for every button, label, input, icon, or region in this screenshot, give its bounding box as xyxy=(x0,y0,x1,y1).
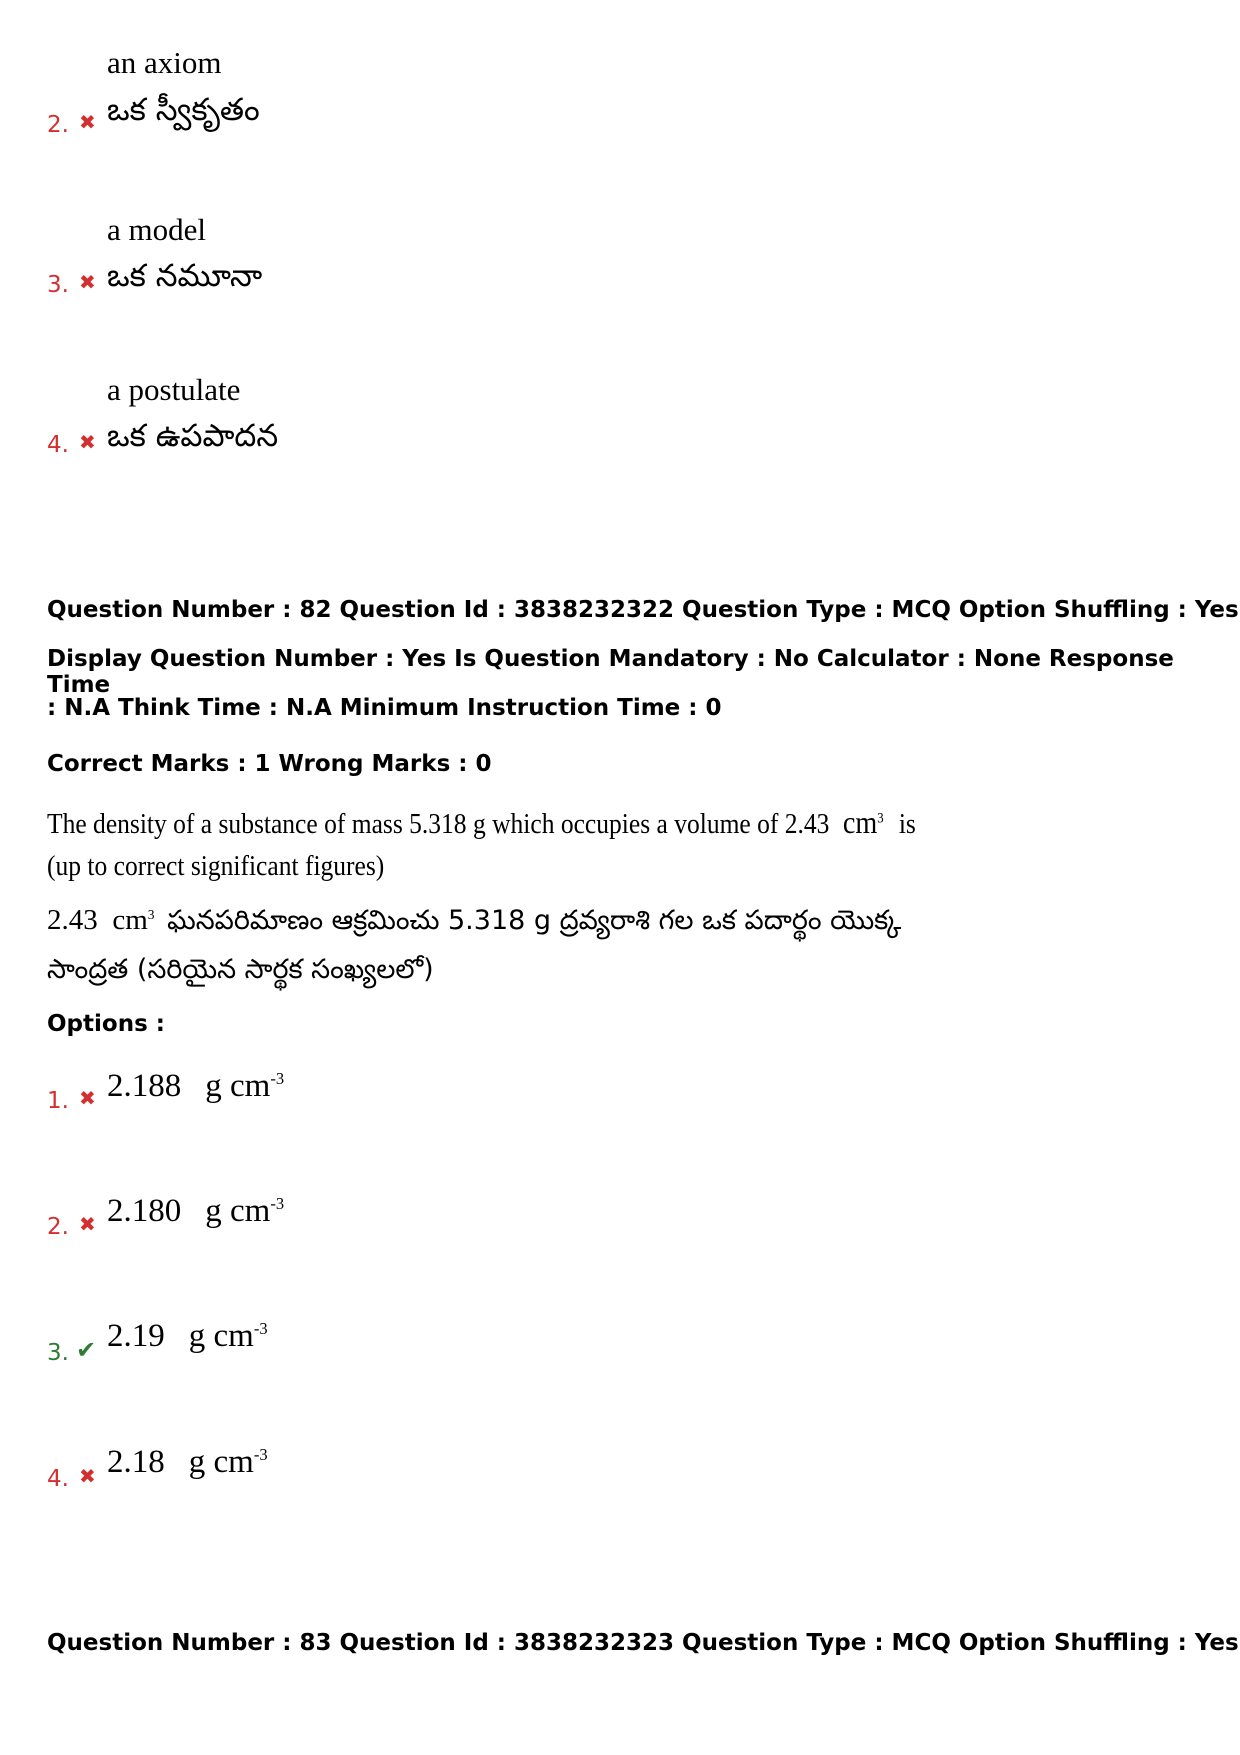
option-4-value: 2.18 g $cm^{-3}$ xyxy=(107,1444,268,1480)
prev-option-4-number: 4. xyxy=(47,432,69,458)
prev-option-2-telugu: ఒక స్వీకృతం xyxy=(107,92,260,128)
option-2-value: 2.180 g $cm^{-3}$ xyxy=(107,1193,285,1229)
option-1-value: 2.188 g $cm^{-3}$ xyxy=(107,1068,285,1104)
question-meta-line-3: : N.A Think Time : N.A Minimum Instruction Time : 0 xyxy=(47,695,722,721)
option-2-number: 2. xyxy=(47,1214,69,1240)
cross-icon: ✖ xyxy=(79,1086,96,1110)
option-1-number: 1. xyxy=(47,1088,69,1114)
question-text-telugu-line-2: సాంద్రత (సరియైన సార్థక సంఖ్యలలో) xyxy=(47,954,434,985)
option-4-number: 4. xyxy=(47,1466,69,1492)
option-3-value: 2.19 g $cm^{-3}$ xyxy=(107,1318,268,1354)
cross-icon: ✖ xyxy=(79,110,96,134)
question-text-english-line-1: The density of a substance of mass 5.318 g which occupies a volume of 2.43 $cm^3$ is xyxy=(47,804,916,840)
cross-icon: ✖ xyxy=(79,270,96,294)
question-text-english-line-2: (up to correct significant figures) xyxy=(47,850,385,882)
prev-option-3-telugu: ఒక నమూనా xyxy=(107,258,263,294)
prev-option-3-english: a model xyxy=(107,212,206,247)
next-question-meta-line-1: Question Number : 83 Question Id : 3838232323 Question Type : MCQ Option Shuffling : Yes xyxy=(47,1630,1239,1656)
cross-icon: ✖ xyxy=(79,430,96,454)
options-label: Options : xyxy=(47,1011,165,1037)
question-meta-line-1: Question Number : 82 Question Id : 3838232322 Question Type : MCQ Option Shuffling : Yes xyxy=(47,597,1239,623)
prev-option-3-number: 3. xyxy=(47,272,69,298)
check-icon: ✔ xyxy=(76,1336,97,1364)
question-text-telugu-line-1: 2.43 $cm^3$ ఘనపరిమాణం ఆక్రమించు 5.318 g ద్రవ్యరాశి గల ఒక పదార్థం యొక్క xyxy=(47,904,902,936)
cross-icon: ✖ xyxy=(79,1464,96,1488)
prev-option-4-english: a postulate xyxy=(107,372,241,407)
prev-option-4-telugu: ఒక ఉపపాదన xyxy=(107,418,279,454)
prev-option-2-english: an axiom xyxy=(107,45,222,80)
prev-option-2-number: 2. xyxy=(47,112,69,138)
question-marks: Correct Marks : 1 Wrong Marks : 0 xyxy=(47,751,492,777)
cross-icon: ✖ xyxy=(79,1212,96,1236)
option-3-number: 3. xyxy=(47,1340,69,1366)
question-meta-line-2: Display Question Number : Yes Is Question Mandatory : No Calculator : None Response Time xyxy=(47,646,1174,698)
